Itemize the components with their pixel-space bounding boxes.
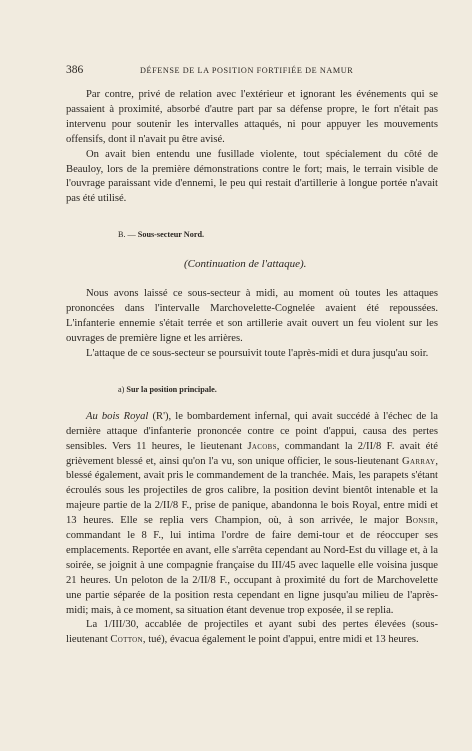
paragraph-3: Nous avons laissé ce sous-secteur à midi, au moment où toutes les attaques prononcées dans l'intervalle Marchovelette-Cognelée avaient été repoussées. L'infanterie ennemie s'était terrée et son artillerie avait ouvert un feu violent sur les ouvrages de première ligne et les arrières. — [66, 288, 438, 344]
page-header — [66, 64, 436, 78]
section-title: Sous-secteur Nord. — [137, 230, 205, 240]
name-jacobs: Jacobs — [247, 440, 277, 452]
subsection-title: Sur la position principale. — [126, 384, 217, 394]
page-number: 386 — [66, 64, 84, 76]
bois-royal-italic: Au bois Royal — [86, 410, 149, 422]
paragraph-6: La 1/III/30, accablée de projectiles et ayant subi des pertes élevées (sous-lieutenant Cotton, tué), évacua également le point d'appui, entre midi et 13 heures. — [66, 619, 438, 646]
paragraph-2: On avait bien entendu une fusillade violente, tout spécialement du côté de Beauloy, lors de la première démonstrations contre le fort; mais, le terrain visible de l'ouvrage paraissant vide d'ennemi, le peu qui restait d'artillerie à longue portée n'avait pas été utilisé. — [66, 148, 438, 205]
section-heading — [66, 229, 438, 241]
page-body — [66, 88, 438, 648]
paragraph-5: Au bois Royal (R'), le bombardement infernal, qui avait succédé à l'échec de la dernière attaque d'infanterie prononcée contre ce point d'appui, causa des pertes sensibles. Vers 11 heures, le lieutenant Jacobs, commandant la 2/II/8 F. avait été grièvement blessé et, ainsi qu'on l'a vu, son unique officier, le sous-lieutenant Garray, blessé également, avait pris le commandement de la tranchée. Mais, les parapets s'étant écroulés sous les projectiles de gros calibre, la position devint bientôt intenable et la majeure partie de la 2/II/8 F., prise de panique, abandonna le bois Royal, entre midi et 13 heures. Elle se replia vers Champion, où, à son arrivée, le major Bonsir, commandant le 8 F., lui intima l'ordre de faire demi-tour et de réoccuper ses emplacements. Reportée en avant, elle s'arrêta cependant au Nord-Est du village et, à la soirée, se joignit à une compagnie française du III/45 avec laquelle elle voisina jusque 21 heures. Un peloton de la 2/II/8 F., occupant à proximité du fort de Marchovelette une partie séparée de la position resta cependant en ligne jusqu'au milieu de l'après-midi; mais, à ce moment, sa situation étant devenue trop exposée, il se replia. — [66, 410, 439, 616]
section-label: B. — — [118, 230, 138, 240]
subsection-label: a) — [118, 384, 127, 394]
section-continuation — [66, 257, 438, 271]
paragraph-4: L'attaque de ce sous-secteur se poursuivit toute l'après-midi et dura jusqu'au soir. — [86, 347, 429, 359]
continuation-text: (Continuation de l'attaque). — [184, 258, 307, 271]
name-garray: Garray — [402, 455, 436, 467]
running-title: DÉFENSE DE LA POSITION FORTIFIÉE DE NAMUR — [140, 66, 354, 75]
name-cotton: Cotton — [110, 634, 143, 646]
paragraph-1: Par contre, privé de relation avec l'extérieur et ignorant les événements qui se passaient à proximité, absorbé d'autre part par sa défense propre, le fort n'était pas intervenu pour soutenir les intervalles attaqués, ni pour appuyer les mouvements offensifs, dont il n'avait pu être avisé. — [66, 89, 438, 145]
name-bonsir: Bonsir — [405, 515, 436, 527]
subsection-heading — [66, 384, 438, 396]
